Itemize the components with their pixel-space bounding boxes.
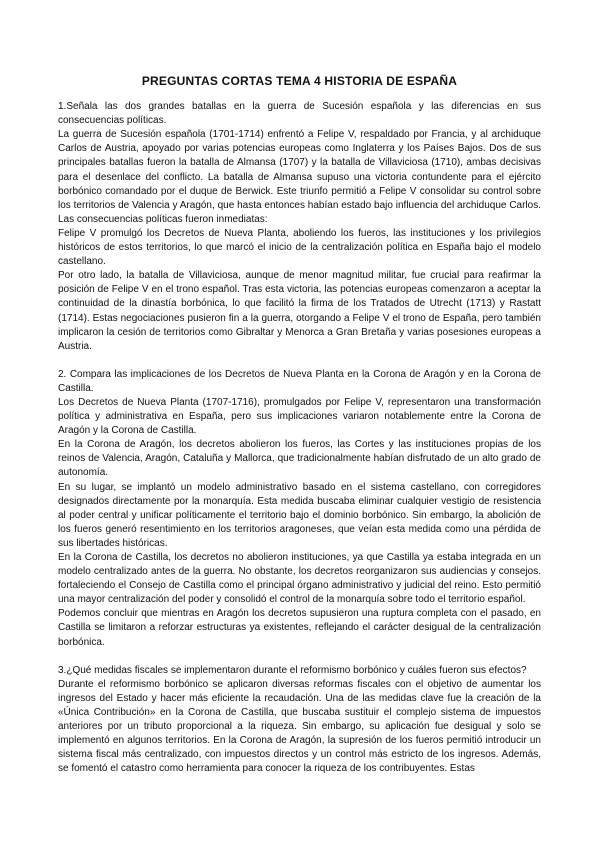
- question-section-3: [58, 664, 541, 777]
- question-3: 3.¿Qué medidas fiscales se implementaron durante el reformismo borbónico y cuáles fueron sus efectos?: [58, 664, 527, 676]
- answer-paragraph: Podemos concluir que mientras en Aragón los decretos supusieron una ruptura completa con el pasado, en Castilla se limitaron a reforzar estructuras ya existentes, reflejando el carácter desigual de la centralización borbónica.: [58, 608, 541, 648]
- question-section-1: [58, 100, 541, 354]
- question-section-2: [58, 368, 541, 650]
- question-1: 1.Señala las dos grandes batallas en la guerra de Sucesión española y las diferencias en sus consecuencias políticas.: [58, 101, 541, 127]
- question-2: 2. Compara las implicaciones de los Decretos de Nueva Planta en la Corona de Aragón y en la Corona de Castilla.: [58, 368, 541, 394]
- answer-paragraph: La guerra de Sucesión española (1701-1714) enfrentó a Felipe V, respaldado por Francia, y al archiduque Carlos de Austria, apoyado por varias potencias europeas como Inglaterra y los Países Bajos. Dos de sus principales batallas fueron la batalla de Almansa (1707) y la batalla de Villaviciosa (1710), ambas decisivas para el desenlace del conflicto. La batalla de Almansa supuso una victoria contundente para el ejército borbónico comandado por el duque de Berwick. Este triunfo permitió a Felipe V consolidar su control sobre los territorios de Valencia y Aragón, que hasta entonces habían estado bajo influencia del archiduque Carlos. Las consecuencias políticas fueron inmediatas:: [58, 129, 541, 225]
- page-title: PREGUNTAS CORTAS TEMA 4 HISTORIA DE ESPAÑA: [141, 74, 458, 88]
- answer-paragraph: En la Corona de Castilla, los decretos no abolieron instituciones, ya que Castilla ya estaba integrada en un modelo centralizado antes de la guerra. No obstante, los decretos reorganizaron sus audiencias y consejos. fortaleciendo el Consejo de Castilla como el principal órgano administrativo y judicial del reino. Esto permitió una mayor centralización del poder y consolidó el control de la monarquía sobre todo el territorio español.: [58, 552, 541, 606]
- answer-paragraph: En la Corona de Aragón, los decretos abolieron los fueros, las Cortes y las instituciones propias de los reinos de Valencia, Aragón, Cataluña y Mallorca, que tradicionalmente habían disfrutado de un alto grado de autonomía.: [58, 439, 541, 479]
- answer-paragraph: Por otro lado, la batalla de Villaviciosa, aunque de menor magnitud militar, fue crucial para reafirmar la posición de Felipe V en el trono español. Tras esta victoria, las potencias europeas comenzaron a aceptar la continuidad de la dinastía borbónica, lo que facilitó la firma de los Tratados de Utrecht (1713) y Rastatt (1714). Estas negociaciones pusieron fin a la guerra, otorgando a Felipe V el trono de España, pero también implicaron la cesión de territorios como Gibraltar y Menorca a Gran Bretaña y varias posesiones europeas a Austria.: [58, 270, 541, 352]
- answer-paragraph: Felipe V promulgó los Decretos de Nueva Planta, aboliendo los fueros, las instituciones y los privilegios históricos de estos territorios, lo que marcó el inicio de la centralización política en España bajo el modelo castellano.: [58, 227, 541, 268]
- answer-paragraph: Los Decretos de Nueva Planta (1707-1716), promulgados por Felipe V, representaron una transformación política y administrativa en España, pero sus implicaciones variaron notablemente entre la Corona de Aragón y la Corona de Castilla.: [58, 396, 541, 437]
- answer-paragraph: En su lugar, se implantó un modelo administrativo basado en el sistema castellano, con corregidores designados directamente por la monarquía. Esta medida buscaba eliminar cualquier vestigio de resistencia al poder central y unificar políticamente el territorio bajo el dominio borbónico. Sin embargo, la abolición de los fueros generó resentimiento en los territorios aragoneses, que veían esta medida como una pérdida de sus libertades históricas.: [58, 481, 541, 549]
- document-page: [58, 74, 541, 790]
- answer-paragraph: Durante el reformismo borbónico se aplicaron diversas reformas fiscales con el objetivo de aumentar los ingresos del Estado y hacer más eficiente la recaudación. Una de las medidas clave fue la creación de la «Única Contribución» en la Corona de Castilla, que buscaba sustituir el complejo sistema de impuestos anteriores por un tributo proporcional a la riqueza. Sin embargo, su aplicación fue desigual y solo se implementó en algunos territorios. En la Corona de Aragón, la supresión de los fueros permitió introducir un sistema fiscal más centralizado, con impuestos directos y un control más estricto de los ingresos. Además, se fomentó el catastro como herramienta para conocer la riqueza de los contribuyentes. Estas: [58, 678, 541, 775]
